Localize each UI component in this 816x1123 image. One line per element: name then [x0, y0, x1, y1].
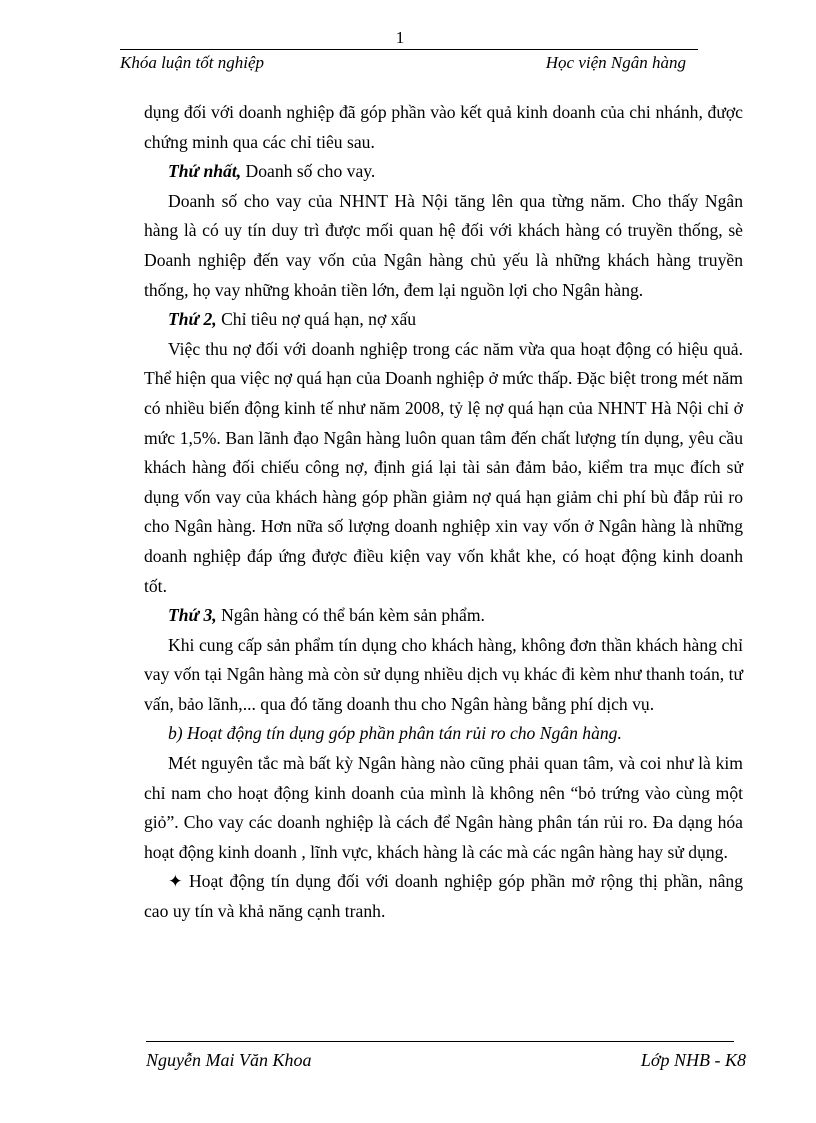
paragraph-4-lead: Thứ 2, [168, 309, 217, 330]
paragraph-10: ✦ Hoạt động tín dụng đối với doanh nghiệp góp phần mở rộng thị phần, nâng cao uy tín và khả năng cạnh tranh. [144, 871, 743, 922]
footer-class: Lớp NHB - K8 [640, 1050, 746, 1070]
header-right-title: Học viện Ngân hàng [545, 53, 686, 72]
header-left-title: Khóa luận tốt nghiệp [120, 53, 265, 72]
paragraph-7: Khi cung cấp sản phẩm tín dụng cho khách hàng, không đơn thần khách hàng chỉ vay vốn tại Ngân hàng mà còn sử dụng nhiều dịch vụ khác đi kèm như thanh toán, tư vấn, bảo lãnh,... qua đó tăng doanh thu cho Ngân hàng bằng phí dịch vụ. [144, 634, 743, 714]
paragraph-2-lead: Thứ nhất, [168, 161, 242, 182]
paragraph-2 [144, 157, 743, 187]
body-text [144, 98, 743, 927]
paragraph-6-text: Ngân hàng có thể bán kèm sản phẩm. [216, 605, 485, 626]
paragraph-3: Doanh số cho vay của NHNT Hà Nội tăng lên qua từng năm. Cho thấy Ngân hàng là có uy tín duy trì được mối quan hệ đối với khách hàng có truyền thống, sè Doanh nghiệp đến vay vốn của Ngân hàng chủ yếu là những khách hàng truyền thống, họ vay những khoản tiền lớn, đem lại nguồn lợi cho Ngân hàng. [144, 190, 743, 300]
paragraph-4-text: Chỉ tiêu nợ quá hạn, nợ xấu [216, 309, 417, 330]
header-rule [120, 49, 698, 50]
paragraph-4 [144, 305, 743, 335]
page-number: 1 [395, 28, 405, 47]
paragraph-5: Việc thu nợ đối với doanh nghiệp trong các năm vừa qua hoạt động có hiệu quả. Thể hiện qua việc nợ quá hạn của Doanh nghiệp ở mức thấp. Đặc biệt trong mét năm có nhiều biến động kinh tế như năm 2008, tỷ lệ nợ quá hạn của NHNT Hà Nội chỉ ở mức 1,5%. Ban lãnh đạo Ngân hàng luôn quan tâm đến chất lượng tín dụng, yêu cầu khách hàng đối chiếu công nợ, định giá lại tài sản đảm bảo, kiểm tra mục đích sử dụng vốn vay của khách hàng góp phần giảm nợ quá hạn giảm chi phí bù đắp rủi ro cho Ngân hàng. Hơn nữa số lượng doanh nghiệp xin vay vốn ở Ngân hàng là những doanh nghiệp đáp ứng được điều kiện vay vốn khắt khe, có hoạt động kinh doanh tốt. [144, 338, 743, 596]
paragraph-2-text: Doanh số cho vay. [241, 161, 376, 182]
paragraph-1: dụng đối với doanh nghiệp đã góp phần vào kết quả kinh doanh của chi nhánh, được chứng minh qua các chỉ tiêu sau. [144, 102, 743, 152]
paragraph-8-subheading: b) Hoạt động tín dụng góp phần phân tán rủi ro cho Ngân hàng. [168, 723, 622, 744]
footer-rule [146, 1041, 734, 1042]
footer-author: Nguyễn Mai Văn Khoa [146, 1050, 312, 1070]
paragraph-6-lead: Thứ 3, [168, 605, 217, 626]
paragraph-6 [144, 601, 743, 631]
paragraph-9: Mét nguyên tắc mà bất kỳ Ngân hàng nào cũng phải quan tâm, và coi như là kim chỉ nam cho hoạt động kinh doanh của mình là không nên “bỏ trứng vào cùng một giỏ”. Cho vay các doanh nghiệp là cách để Ngân hàng phân tán rủi ro. Đa dạng hóa hoạt động kinh doanh , lĩnh vực, khách hàng là các mà các ngân hàng hay sử dụng. [144, 753, 743, 862]
